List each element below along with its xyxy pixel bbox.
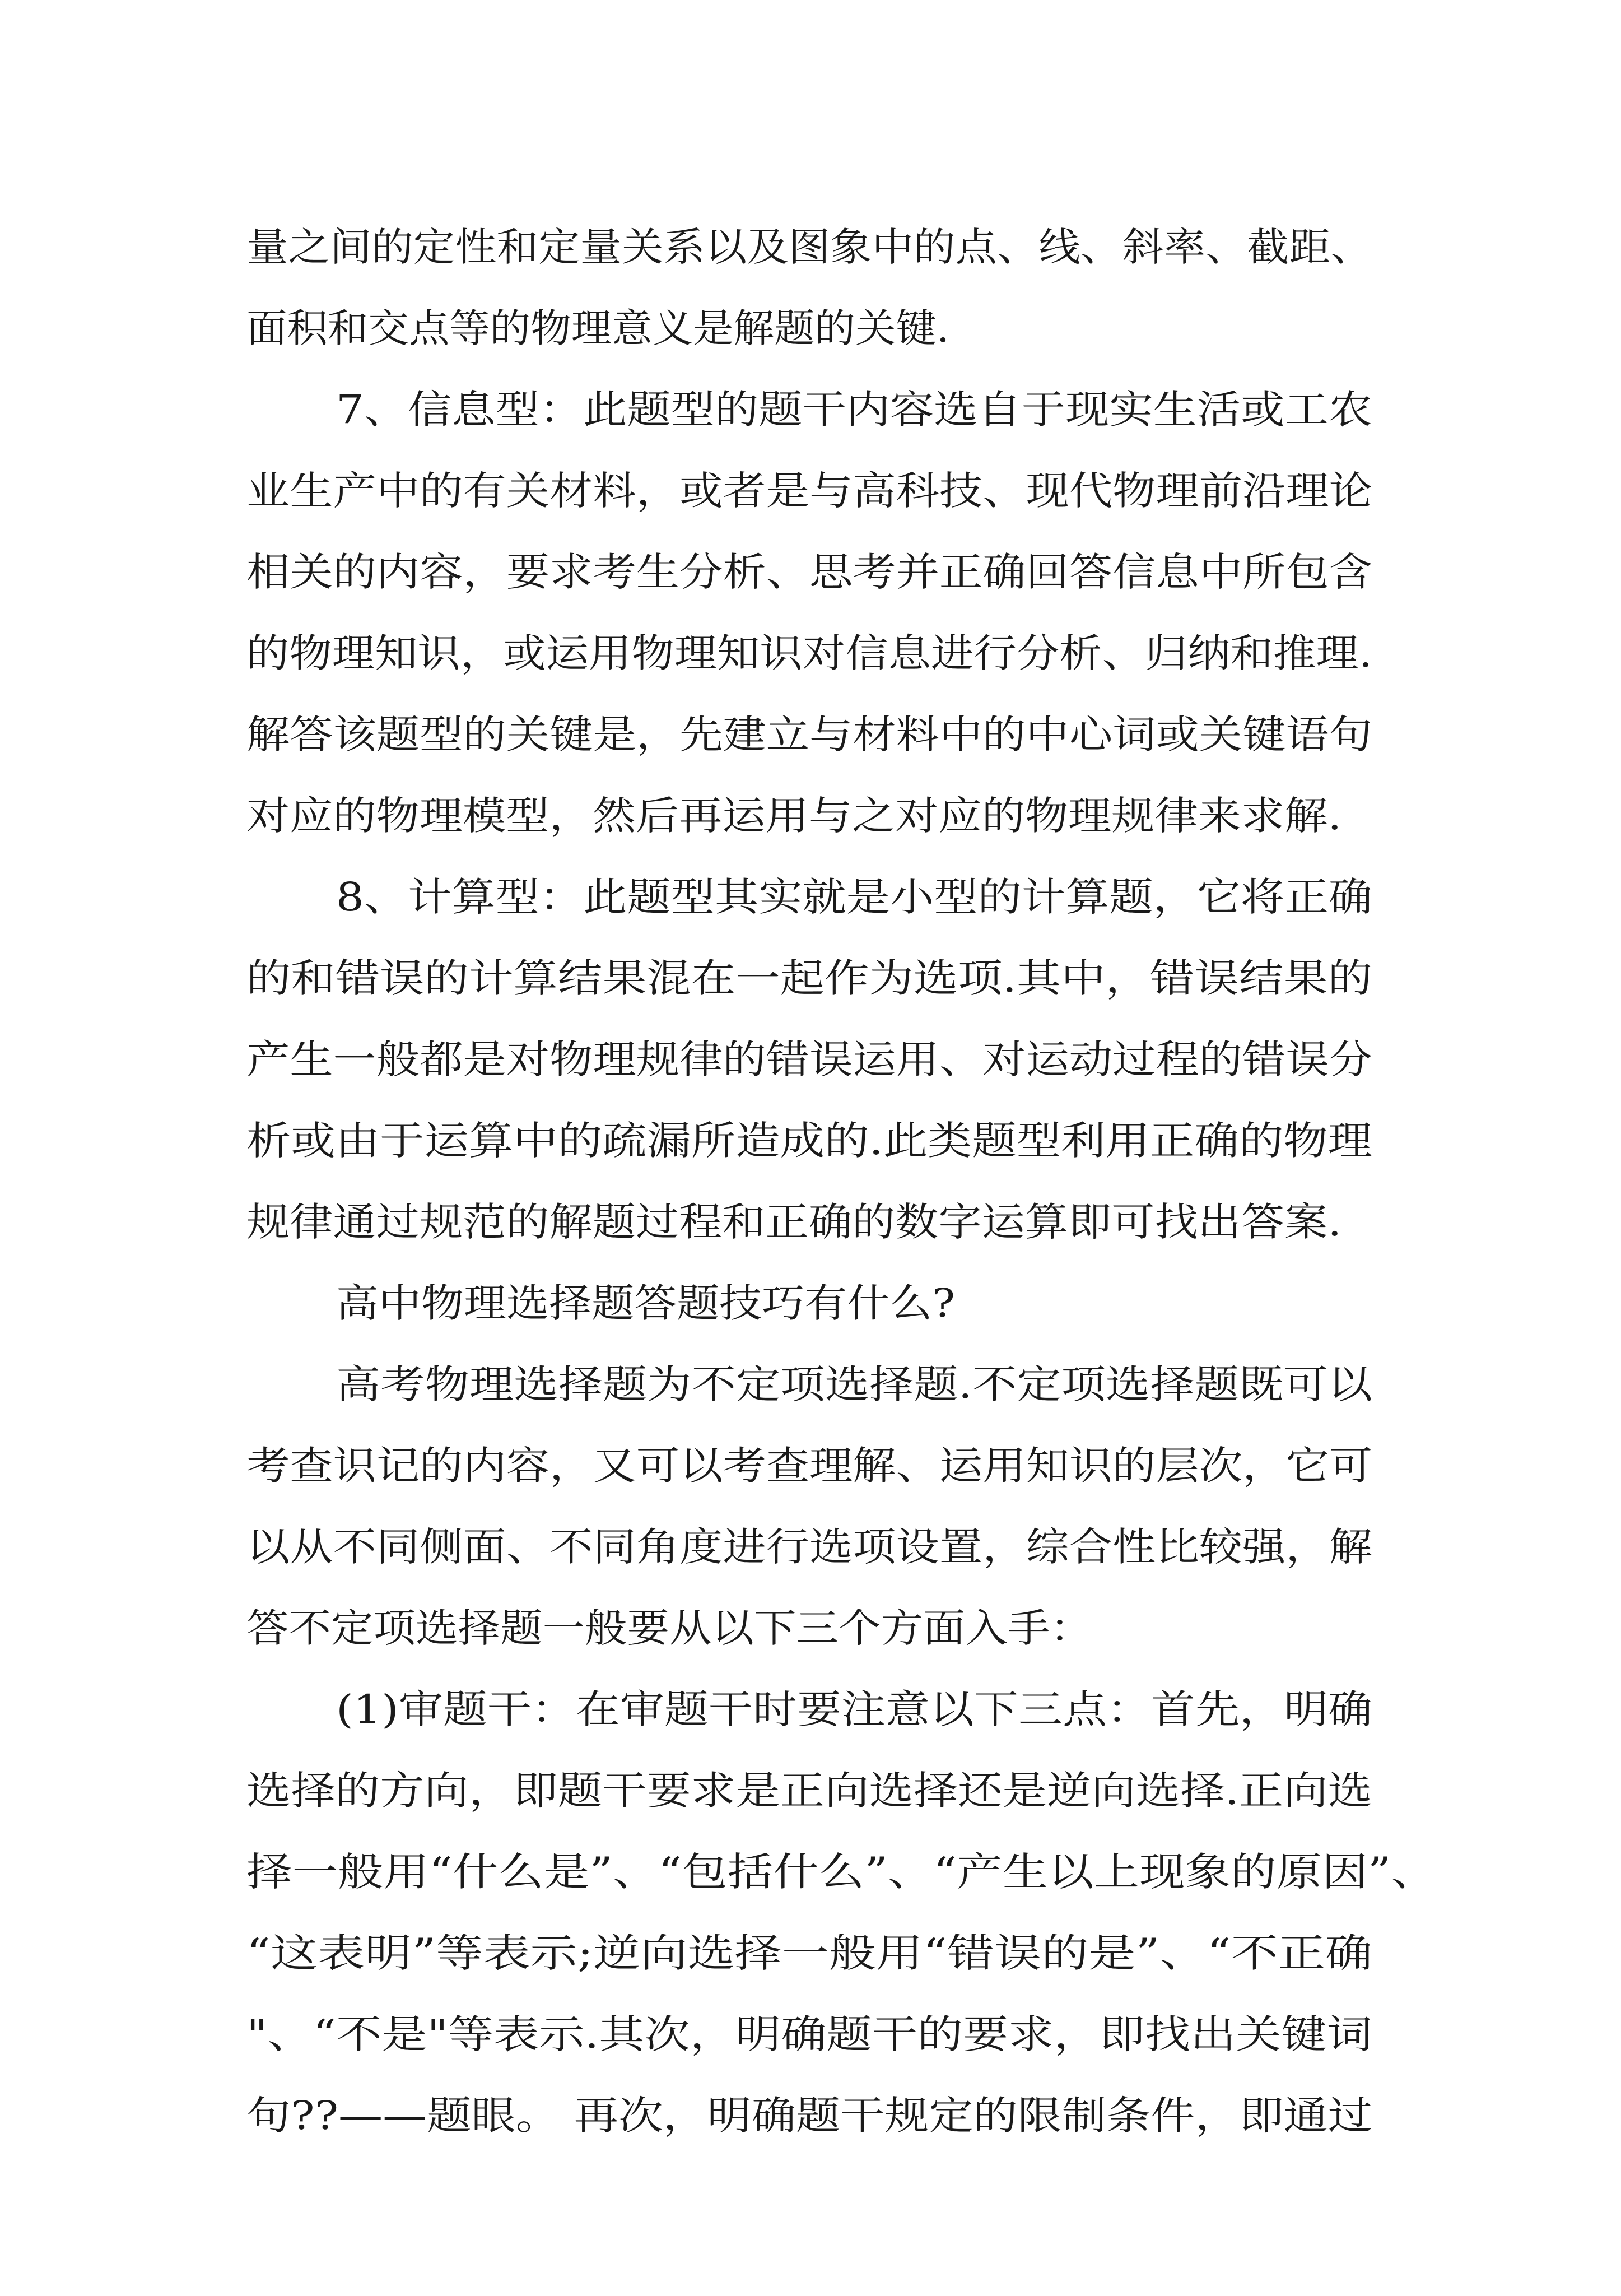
text-line: 面积和交点等的物理意义是解题的关键.: [246, 305, 949, 351]
paragraph-first-line: 7、信息型：此题型的题干内容选自于现实生活或工农: [336, 387, 1372, 433]
text-line: 选择的方向，即题干要求是正向选择还是逆向选择.正向选: [246, 1768, 1372, 1814]
text-line: 相关的内容，要求考生分析、思考并正确回答信息中所包含: [246, 549, 1372, 595]
text-line: 对应的物理模型，然后再运用与之对应的物理规律来求解.: [246, 793, 1341, 839]
text-line: 业生产中的有关材料，或者是与高科技、现代物理前沿理论: [246, 468, 1372, 514]
text-line: 的和错误的计算结果混在一起作为选项.其中，错误结果的: [246, 955, 1372, 1001]
text-line: 产生一般都是对物理规律的错误运用、对运动过程的错误分: [246, 1037, 1372, 1082]
paragraph-first-line: 高考物理选择题为不定项选择题.不定项选择题既可以: [336, 1361, 1375, 1407]
text-line: 析或由于运算中的疏漏所造成的.此类题型利用正确的物理: [246, 1118, 1372, 1164]
section-question-line: 高中物理选择题答题技巧有什么?: [336, 1280, 955, 1326]
text-line: 规律通过规范的解题过程和正确的数字运算即可找出答案.: [246, 1199, 1341, 1245]
text-line: 量之间的定性和定量关系以及图象中的点、线、斜率、截距、: [246, 224, 1372, 270]
text-line: 考查识记的内容，又可以考查理解、运用知识的层次，它可: [246, 1443, 1372, 1489]
paragraph-first-line: 8、计算型：此题型其实就是小型的计算题，它将正确: [336, 874, 1372, 920]
text-line: 句??——题眼。 再次，明确题干规定的限制条件，即通过: [246, 2093, 1372, 2139]
text-line: 择一般用“什么是”、“包括什么”、“产生以上现象的原因”、: [246, 1849, 1437, 1895]
text-line: 答不定项选择题一般要从以下三个方面入手：: [246, 1605, 1092, 1651]
paragraph-first-line: (1)审题干：在审题干时要注意以下三点：首先，明确: [336, 1686, 1372, 1732]
text-line: "、“不是"等表示.其次，明确题干的要求，即找出关键词: [246, 2011, 1372, 2057]
text-line: 以从不同侧面、不同角度进行选项设置，综合性比较强，解: [246, 1524, 1372, 1570]
text-line: 的物理知识，或运用物理知识对信息进行分析、归纳和推理.: [246, 630, 1372, 676]
text-line: “这表明”等表示;逆向选择一般用“错误的是”、“不正确: [246, 1930, 1372, 1976]
text-line: 解答该题型的关键是，先建立与材料中的中心词或关键语句: [246, 712, 1372, 757]
